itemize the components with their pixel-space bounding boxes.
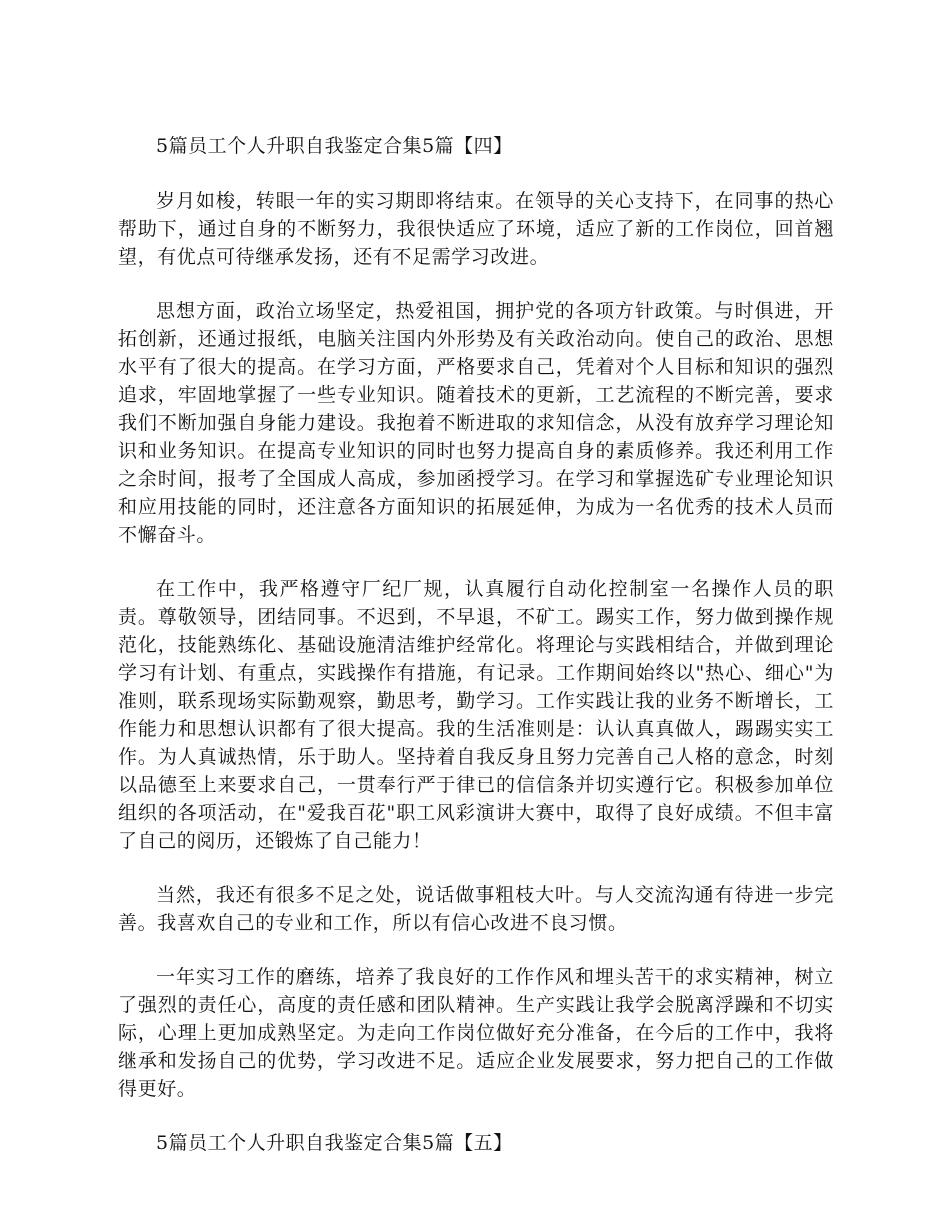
paragraph-thought: 思想方面，政治立场坚定，热爱祖国，拥护党的各项方针政策。与时俱进，开拓创新，还通过报纸，电脑关注国内外形势及有关政治动向。使自己的政治、思想水平有了很大的提高。在学习方面，严格要求自己，凭着对个人目标和知识的强烈追求，牢固地掌握了一些专业知识。随着技术的更新，工艺流程的不断完善，要求我们不断加强自身能力建设。我抱着不断进取的求知信念，从没有放弃学习理论知识和业务知识。在提高专业知识的同时也努力提高自身的素质修养。我还利用工作之余时间，报考了全国成人高成，参加函授学习。在学习和掌握选矿专业理论知识和应用技能的同时，还注意各方面知识的拓展延伸，为成为一名优秀的技术人员而不懈奋斗。 xyxy=(118,300,834,546)
section-heading-5: 5篇员工个人升职自我鉴定合集5篇【五】 xyxy=(156,1132,513,1154)
paragraph-work: 在工作中，我严格遵守厂纪厂规，认真履行自动化控制室一名操作人员的职责。尊敬领导，团结同事。不迟到，不早退，不矿工。踢实工作，努力做到操作规范化，技能熟练化、基础设施清洁维护经常化。将理论与实践相结合，并做到理论学习有计划、有重点，实践操作有措施，有记录。工作期间始终以"热心、细心"为准则，联系现场实际勤观察，勤思考，勤学习。工作实践让我的业务不断增长，工作能力和思想认识都有了很大提高。我的生活准则是：认认真真做人，踢踢实实工作。为人真诚热情，乐于助人。坚持着自我反身且努力完善自己人格的意念，时刻以品德至上来要求自己，一贯奉行严于律已的信信条并切实遵行它。积极参加单位组织的各项活动，在"爱我百花"职工风彩演讲大赛中，取得了良好成绩。不但丰富了自己的阅历，还锻炼了自己能力！ xyxy=(118,578,834,852)
document-page xyxy=(118,132,834,1184)
paragraph-shortcomings: 当然，我还有很多不足之处，说话做事粗枝大叶。与人交流沟通有待进一步完善。我喜欢自己的专业和工作，所以有信心改进不良习惯。 xyxy=(118,884,834,934)
paragraph-intro: 岁月如梭，转眼一年的实习期即将结束。在领导的关心支持下，在同事的热心帮助下，通过自身的不断努力，我很快适应了环境，适应了新的工作岗位，回首翘望，有优点可待继承发扬，还有不足需学习改进。 xyxy=(118,190,834,268)
section-heading-4: 5篇员工个人升职自我鉴定合集5篇【四】 xyxy=(156,135,513,157)
paragraph-summary: 一年实习工作的磨练，培养了我良好的工作作风和埋头苦干的求实精神，树立了强烈的责任心，高度的责任感和团队精神。生产实践让我学会脱离浮躁和不切实际，心理上更加成熟坚定。为走向工作岗位做好充分准备，在今后的工作中，我将继承和发扬自己的优势，学习改进不足。适应企业发展要求，努力把自己的工作做得更好。 xyxy=(118,966,834,1100)
